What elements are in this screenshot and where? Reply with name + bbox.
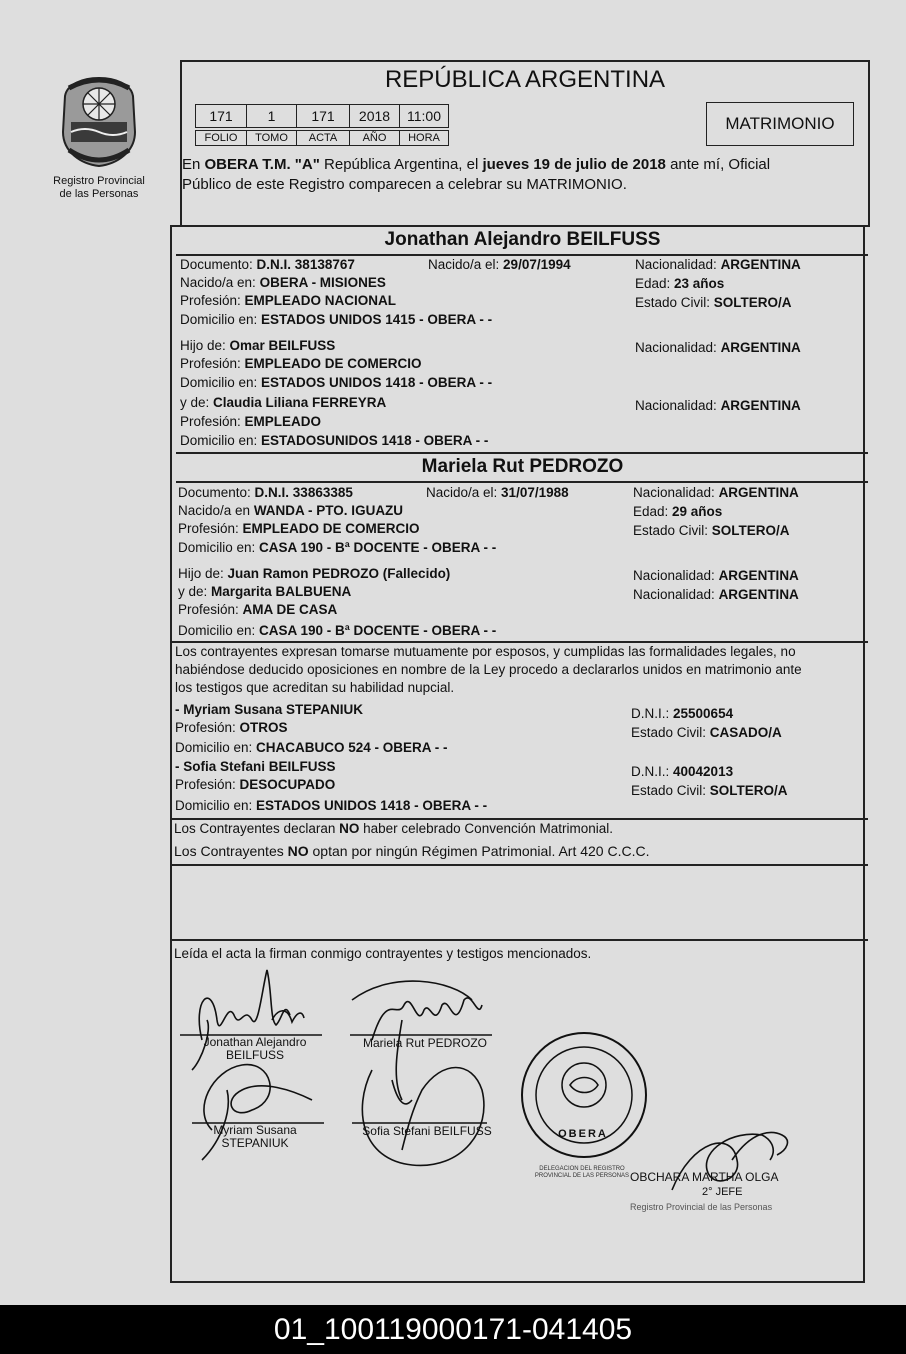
officer-org: Registro Provincial de las Personas xyxy=(630,1202,773,1212)
signature3-label: Myriam Susana STEPANIUK xyxy=(213,1123,297,1150)
spouse2-mother-profession: Profesión: AMA DE CASA xyxy=(178,602,338,617)
registry-caption-line1: Registro Provincial xyxy=(53,175,145,187)
tomo-label: TOMO xyxy=(246,130,297,146)
acta-value: 171 xyxy=(296,104,350,128)
folio-label: FOLIO xyxy=(195,130,247,146)
convention-statement: Los Contrayentes declaran NO haber celebrado Convención Matrimonial. xyxy=(174,821,613,836)
spouse2-civil-status: Estado Civil: SOLTERO/A xyxy=(633,523,790,538)
spouse2-profession: Profesión: EMPLEADO DE COMERCIO xyxy=(178,521,420,536)
spouse1-address: Domicilio en: ESTADOS UNIDOS 1415 - OBERA - - xyxy=(180,312,493,327)
intro-place: OBERA T.M. "A" xyxy=(204,156,320,173)
intro-line2: Público de este Registro comparecen a celebrar su MATRIMONIO. xyxy=(182,176,627,193)
witness2-address: Domicilio en: ESTADOS UNIDOS 1418 - OBERA - - xyxy=(175,798,488,813)
witness2-civil-status: Estado Civil: SOLTERO/A xyxy=(631,783,788,798)
registry-seal-text: DELEGACION DEL REGISTRO PROVINCIAL DE LAS PERSONAS xyxy=(534,1166,630,1179)
spouse2-father-nationality: Nacionalidad: ARGENTINA xyxy=(633,568,799,583)
spouse2-mother-address: Domicilio en: CASA 190 - Bª DOCENTE - OBERA - - xyxy=(178,623,497,638)
spouse1-nationality: Nacionalidad: ARGENTINA xyxy=(635,257,801,272)
spouse2-birth-place: Nacido/a en WANDA - PTO. IGUAZU xyxy=(178,503,404,518)
closing-statement: Leída el acta la firman conmigo contrayentes y testigos mencionados. xyxy=(174,946,592,961)
spouse1-mother-address: Domicilio en: ESTADOSUNIDOS 1418 - OBERA - - xyxy=(180,433,489,448)
spouse2-birth-date: Nacido/a el: 31/07/1988 xyxy=(426,485,569,500)
witness2-profession: Profesión: DESOCUPADO xyxy=(175,777,336,792)
spouse1-father-nationality: Nacionalidad: ARGENTINA xyxy=(635,340,801,355)
registry-caption-line2: de las Personas xyxy=(59,188,139,200)
spouse2-age: Edad: 29 años xyxy=(633,504,723,519)
province-seal-logo xyxy=(55,74,143,170)
ano-value: 2018 xyxy=(349,104,400,128)
spouse1-profession: Profesión: EMPLEADO NACIONAL xyxy=(180,293,397,308)
republic-title: REPÚBLICA ARGENTINA xyxy=(384,66,666,93)
witness2-name: - Sofia Stefani BEILFUSS xyxy=(175,759,336,774)
spouse2-address: Domicilio en: CASA 190 - Bª DOCENTE - OBERA - - xyxy=(178,540,497,555)
spouse1-civil-status: Estado Civil: SOLTERO/A xyxy=(635,295,792,310)
tomo-value: 1 xyxy=(246,104,297,128)
spouse1-father-profession: Profesión: EMPLEADO DE COMERCIO xyxy=(180,356,422,371)
witness1-profession: Profesión: OTROS xyxy=(175,720,288,735)
spouse2-mother-nationality: Nacionalidad: ARGENTINA xyxy=(633,587,799,602)
spouse1-birth-place: Nacido/a en: OBERA - MISIONES xyxy=(180,275,386,290)
intro-date: jueves 19 de julio de 2018 xyxy=(482,156,666,173)
witness1-name: - Myriam Susana STEPANIUK xyxy=(175,702,364,717)
signature4-label: Sofia Stefani BEILFUSS xyxy=(362,1124,492,1138)
spouse2-mother: y de: Margarita BALBUENA xyxy=(178,584,352,599)
spouse1-father: Hijo de: Omar BEILFUSS xyxy=(180,338,336,353)
spouse2-nationality: Nacionalidad: ARGENTINA xyxy=(633,485,799,500)
officer-block xyxy=(630,1170,820,1215)
spouse2-name: Mariela Rut PEDROZO xyxy=(421,456,624,477)
spouse2-document: Documento: D.N.I. 33863385 xyxy=(178,485,353,500)
ano-label: AÑO xyxy=(349,130,400,146)
acta-label: ACTA xyxy=(296,130,350,146)
patrimonial-regime-statement: Los Contrayentes NO optan por ningún Régimen Patrimonial. Art 420 C.C.C. xyxy=(174,843,650,859)
signature2-label: Mariela Rut PEDROZO xyxy=(362,1036,488,1050)
intro-text: En OBERA T.M. "A" República Argentina, el jueves 19 de julio de 2018 ante mí, Oficial Público de este Registro comparecen a celebrar su MATRIMONIO. xyxy=(182,155,872,195)
hora-value: 11:00 xyxy=(399,104,449,128)
registry-seal-city: OBERA xyxy=(558,1128,608,1140)
spouse1-mother-nationality: Nacionalidad: ARGENTINA xyxy=(635,398,801,413)
hora-label: HORA xyxy=(399,130,449,146)
spouse2-father: Hijo de: Juan Ramon PEDROZO (Fallecido) xyxy=(178,566,451,581)
spouse1-mother: y de: Claudia Liliana FERREYRA xyxy=(180,395,387,410)
act-type-box: MATRIMONIO xyxy=(706,102,854,146)
spouse1-father-address: Domicilio en: ESTADOS UNIDOS 1418 - OBERA - - xyxy=(180,375,493,390)
witness1-dni: D.N.I.: 25500654 xyxy=(631,706,734,721)
spouse1-name: Jonathan Alejandro BEILFUSS xyxy=(384,229,661,250)
declaration-text: Los contrayentes expresan tomarse mutuamente por esposos, y cumplidas las formalidades legales, no habiéndose deducido oposiciones en nombre de la Ley procedo a declararlos unidos en matrimonio ante los testigos que acreditan su habilidad nupcial. xyxy=(175,644,802,695)
witness1-address: Domicilio en: CHACABUCO 524 - OBERA - - xyxy=(175,740,448,755)
signature1-label: Jonathan Alejandro BEILFUSS xyxy=(203,1035,307,1062)
spouse1-mother-profession: Profesión: EMPLEADO xyxy=(180,414,322,429)
witness2-dni: D.N.I.: 40042013 xyxy=(631,764,734,779)
witness1-civil-status: Estado Civil: CASADO/A xyxy=(631,725,782,740)
document-code-footer: 01_100119000171-041405 xyxy=(0,1305,906,1354)
officer-name: OBCHARA MARTHA OLGA xyxy=(630,1170,779,1184)
spouse1-age: Edad: 23 años xyxy=(635,276,725,291)
folio-value: 171 xyxy=(195,104,247,128)
spouse1-document: Documento: D.N.I. 38138767 xyxy=(180,257,355,272)
spouse1-birth-date: Nacido/a el: 29/07/1994 xyxy=(428,257,571,272)
officer-role: 2° JEFE xyxy=(702,1186,743,1198)
